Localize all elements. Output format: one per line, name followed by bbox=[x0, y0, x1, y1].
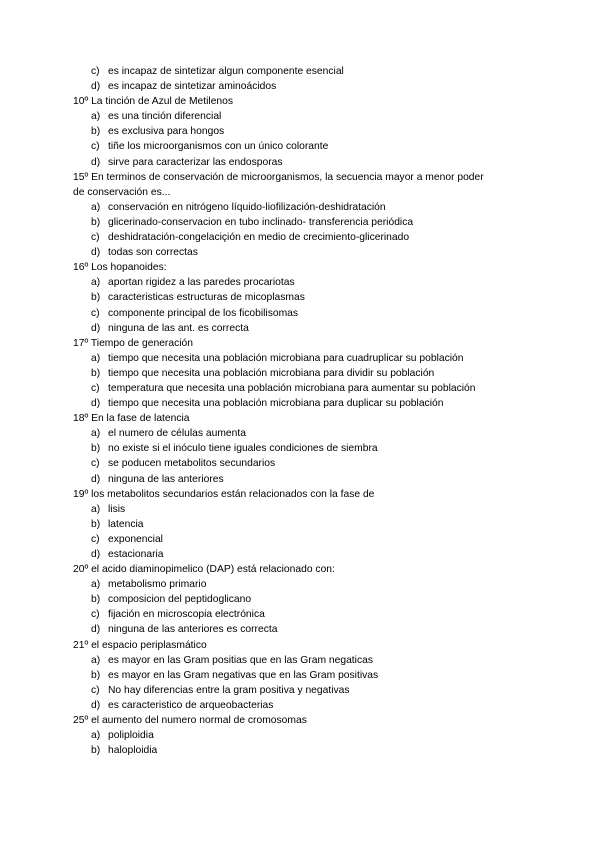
answer-option bbox=[0, 366, 600, 381]
option-letter: a) bbox=[91, 654, 101, 666]
question-text: 19º los metabolitos secundarios están relacionados con la fase de bbox=[73, 488, 375, 500]
answer-option bbox=[0, 502, 600, 517]
option-letter: d) bbox=[91, 322, 101, 334]
answer-option bbox=[0, 306, 600, 321]
option-letter: c) bbox=[91, 232, 100, 244]
option-text: metabolismo primario bbox=[108, 579, 207, 591]
option-letter: b) bbox=[91, 518, 101, 530]
option-letter: a) bbox=[91, 503, 101, 515]
answer-option bbox=[0, 275, 600, 290]
option-text: es exclusiva para hongos bbox=[108, 126, 225, 138]
answer-option bbox=[0, 577, 600, 592]
answer-option bbox=[0, 517, 600, 532]
option-text: sirve para caracterizar las endosporas bbox=[108, 156, 283, 168]
option-letter: c) bbox=[91, 66, 100, 77]
answer-option bbox=[0, 155, 600, 170]
option-letter: d) bbox=[91, 398, 101, 410]
question-text: 25º el aumento del numero normal de cromosomas bbox=[73, 715, 307, 727]
answer-option bbox=[0, 607, 600, 622]
option-letter: a) bbox=[91, 111, 101, 123]
option-letter: a) bbox=[91, 352, 101, 364]
answer-option bbox=[0, 472, 600, 487]
option-text: es una tinción diferencial bbox=[108, 111, 222, 123]
answer-option bbox=[0, 64, 600, 79]
option-text: No hay diferencias entre la gram positiva y negativas bbox=[108, 684, 350, 696]
answer-option bbox=[0, 668, 600, 683]
option-letter: a) bbox=[91, 428, 101, 440]
answer-option bbox=[0, 230, 600, 245]
option-letter: b) bbox=[91, 669, 101, 681]
option-letter: a) bbox=[91, 277, 101, 289]
option-letter: c) bbox=[91, 609, 100, 621]
answer-option bbox=[0, 743, 600, 758]
option-letter: d) bbox=[91, 81, 101, 93]
option-letter: b) bbox=[91, 292, 101, 304]
option-letter: d) bbox=[91, 473, 101, 485]
option-text: ninguna de las anteriores bbox=[108, 473, 224, 485]
answer-option bbox=[0, 396, 600, 411]
answer-option bbox=[0, 728, 600, 743]
question-text: 20º el acido diaminopimelico (DAP) está relacionado con: bbox=[73, 564, 335, 576]
answer-option bbox=[0, 683, 600, 698]
answer-option bbox=[0, 532, 600, 547]
option-text: el numero de células aumenta bbox=[108, 428, 246, 440]
option-text: tiñe los microorganismos con un único colorante bbox=[108, 141, 329, 153]
option-text: es mayor en las Gram negativas que en las Gram positivas bbox=[108, 669, 379, 681]
option-text: es incapaz de sintetizar aminoácidos bbox=[108, 81, 277, 93]
option-letter: b) bbox=[91, 745, 101, 757]
answer-option bbox=[0, 622, 600, 637]
option-text: es caracteristico de arqueobacterias bbox=[108, 699, 274, 711]
option-text: lisis bbox=[108, 503, 126, 515]
option-letter: c) bbox=[91, 533, 100, 545]
option-letter: b) bbox=[91, 443, 101, 455]
option-letter: d) bbox=[91, 624, 101, 636]
option-letter: b) bbox=[91, 216, 101, 228]
question-text: 10º La tinción de Azul de Metilenos bbox=[73, 96, 234, 108]
option-letter: c) bbox=[91, 458, 100, 470]
answer-option bbox=[0, 592, 600, 607]
question-text: 17º Tiempo de generación bbox=[73, 337, 193, 349]
answer-option bbox=[0, 456, 600, 471]
option-text: tiempo que necesita una población microbiana para dividir su población bbox=[108, 367, 435, 379]
question-text: 15º En terminos de conservación de microorganismos, la secuencia mayor a menor poder bbox=[73, 171, 484, 183]
option-text: componente principal de los ficobilisomas bbox=[108, 307, 299, 319]
option-text: temperatura que necesita una población microbiana para aumentar su población bbox=[108, 382, 476, 394]
option-letter: c) bbox=[91, 307, 100, 319]
option-text: glicerinado-conservacion en tubo inclinado- transferencia periódica bbox=[108, 216, 414, 228]
option-text: haloploidia bbox=[108, 745, 158, 757]
option-letter: d) bbox=[91, 156, 101, 168]
answer-option bbox=[0, 653, 600, 668]
option-letter: c) bbox=[91, 382, 100, 394]
option-text: composicion del peptidoglicano bbox=[108, 594, 252, 606]
answer-option bbox=[0, 79, 600, 94]
option-text: ninguna de las anteriores es correcta bbox=[108, 624, 278, 636]
answer-option bbox=[0, 215, 600, 230]
option-text: todas son correctas bbox=[108, 247, 198, 259]
option-text: aportan rigidez a las paredes procariotas bbox=[108, 277, 295, 289]
option-letter: b) bbox=[91, 126, 101, 138]
question-text: 21º el espacio periplasmático bbox=[73, 639, 207, 651]
question-text: 16º Los hopanoides: bbox=[73, 262, 167, 274]
question-text: 18º En la fase de latencia bbox=[73, 413, 190, 425]
option-letter: d) bbox=[91, 549, 101, 560]
option-text: latencia bbox=[108, 518, 144, 530]
option-text: estacionaria bbox=[108, 549, 164, 560]
option-text: ninguna de las ant. es correcta bbox=[108, 322, 249, 334]
option-text: es mayor en las Gram positias que en las Gram negaticas bbox=[108, 654, 373, 666]
option-letter: a) bbox=[91, 579, 101, 591]
option-letter: a) bbox=[91, 201, 101, 213]
option-text: caracteristicas estructuras de micoplasmas bbox=[108, 292, 305, 304]
answer-option bbox=[0, 245, 600, 260]
option-text: exponencial bbox=[108, 533, 163, 545]
exam-page bbox=[0, 64, 600, 758]
option-text: tiempo que necesita una población microbiana para duplicar su población bbox=[108, 398, 444, 410]
answer-option bbox=[0, 290, 600, 305]
answer-option bbox=[0, 547, 600, 562]
option-letter: a) bbox=[91, 730, 101, 742]
option-letter: c) bbox=[91, 141, 100, 153]
option-text: conservación en nitrógeno líquido-liofilización-deshidratación bbox=[108, 201, 386, 213]
answer-option bbox=[0, 351, 600, 366]
option-letter: d) bbox=[91, 699, 101, 711]
option-text: no existe si el inóculo tiene iguales condiciones de siembra bbox=[108, 443, 378, 455]
answer-option bbox=[0, 698, 600, 713]
option-text: poliploidia bbox=[108, 730, 154, 742]
option-text: es incapaz de sintetizar algun componente esencial bbox=[108, 66, 344, 77]
option-text: fijación en microscopia electrónica bbox=[108, 609, 265, 621]
answer-option bbox=[0, 109, 600, 124]
option-text: deshidratación-congelaciçión en medio de crecimiento-glicerinado bbox=[108, 232, 410, 244]
question-text: de conservación es... bbox=[73, 186, 171, 198]
option-letter: c) bbox=[91, 684, 100, 696]
answer-option bbox=[0, 426, 600, 441]
option-letter: d) bbox=[91, 247, 101, 259]
answer-option bbox=[0, 200, 600, 215]
answer-option bbox=[0, 321, 600, 336]
option-letter: b) bbox=[91, 367, 101, 379]
answer-option bbox=[0, 441, 600, 456]
answer-option bbox=[0, 139, 600, 154]
option-text: tiempo que necesita una población microbiana para cuadruplicar su población bbox=[108, 352, 464, 364]
option-text: se poducen metabolitos secundarios bbox=[108, 458, 276, 470]
answer-option bbox=[0, 381, 600, 396]
option-letter: b) bbox=[91, 594, 101, 606]
answer-option bbox=[0, 124, 600, 139]
